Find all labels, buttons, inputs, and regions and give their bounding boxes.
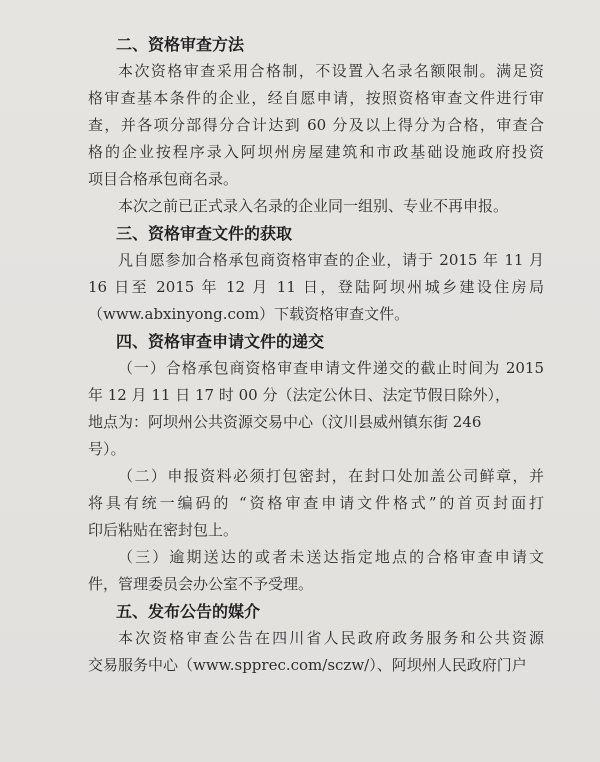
text-line: 本次资格审查公告在四川省人民政府政务服务和公共资源 bbox=[118, 629, 544, 647]
section-heading-5: 五、发布公告的媒介 bbox=[116, 602, 261, 621]
text-line: 将具有统一编码的 “资格审查申请文件格式”的首页封面打 bbox=[88, 494, 544, 512]
paragraph-submission-deadline bbox=[88, 355, 544, 463]
section-heading-3: 三、资格审查文件的获取 bbox=[116, 224, 293, 243]
text-line: 16 日至 2015 年 12 月 11 日，登陆阿坝州城乡建设住房局 bbox=[88, 278, 544, 296]
text-line: 本次之前已正式录入名录的企业同一组别、专业不再申报。 bbox=[118, 197, 509, 215]
text-line: 查，并各项分部得分合计达到 60 分及以上得分为合格，审查合 bbox=[88, 116, 544, 134]
paragraph-sealing-requirements bbox=[88, 463, 544, 544]
text-line: （www.abxinyong.com）下载资格审查文件。 bbox=[88, 305, 410, 323]
text-line: （二）申报资料必须打包密封，在封口处加盖公司鲜章，并 bbox=[118, 467, 544, 485]
paragraph-late-submission bbox=[88, 544, 544, 598]
paragraph-publication-media bbox=[88, 625, 544, 679]
paragraph-prior-enrolled bbox=[88, 193, 544, 220]
section-heading-4: 四、资格审查申请文件的递交 bbox=[116, 332, 325, 351]
section-heading-2: 二、资格审查方法 bbox=[116, 35, 245, 54]
text-line: 地点为：阿坝州公共资源交易中心（汶川县威州镇东街 246 bbox=[88, 413, 482, 431]
text-line: 格的企业按程序录入阿坝州房屋建筑和市政基础设施政府投资 bbox=[88, 143, 544, 161]
text-line: 格审查基本条件的企业，经自愿申请，按照资格审查文件进行审 bbox=[88, 89, 544, 107]
text-line: 项目合格承包商名录。 bbox=[88, 170, 239, 188]
text-line: 件，管理委员会办公室不予受理。 bbox=[88, 575, 314, 593]
paragraph-qualification-method bbox=[88, 58, 544, 193]
paragraph-obtain-documents bbox=[88, 247, 544, 328]
text-line: 凡自愿参加合格承包商资格审查的企业，请于 2015 年 11 月 bbox=[118, 251, 544, 269]
text-line: 本次资格审查采用合格制，不设置入名录名额限制。满足资 bbox=[118, 62, 544, 80]
text-line: 交易服务中心（www.spprec.com/sczw/）、阿坝州人民政府门户 bbox=[88, 656, 527, 674]
text-line: 号）。 bbox=[88, 440, 126, 458]
text-line: （一）合格承包商资格审查申请文件递交的截止时间为 2015 bbox=[118, 359, 544, 377]
text-line: 年 12 月 11 日 17 时 00 分（法定公休日、法定节假日除外）， bbox=[88, 386, 510, 404]
text-line: 印后粘贴在密封包上。 bbox=[88, 521, 239, 539]
text-line: （三）逾期送达的或者未送达指定地点的合格审查申请文 bbox=[118, 548, 544, 566]
